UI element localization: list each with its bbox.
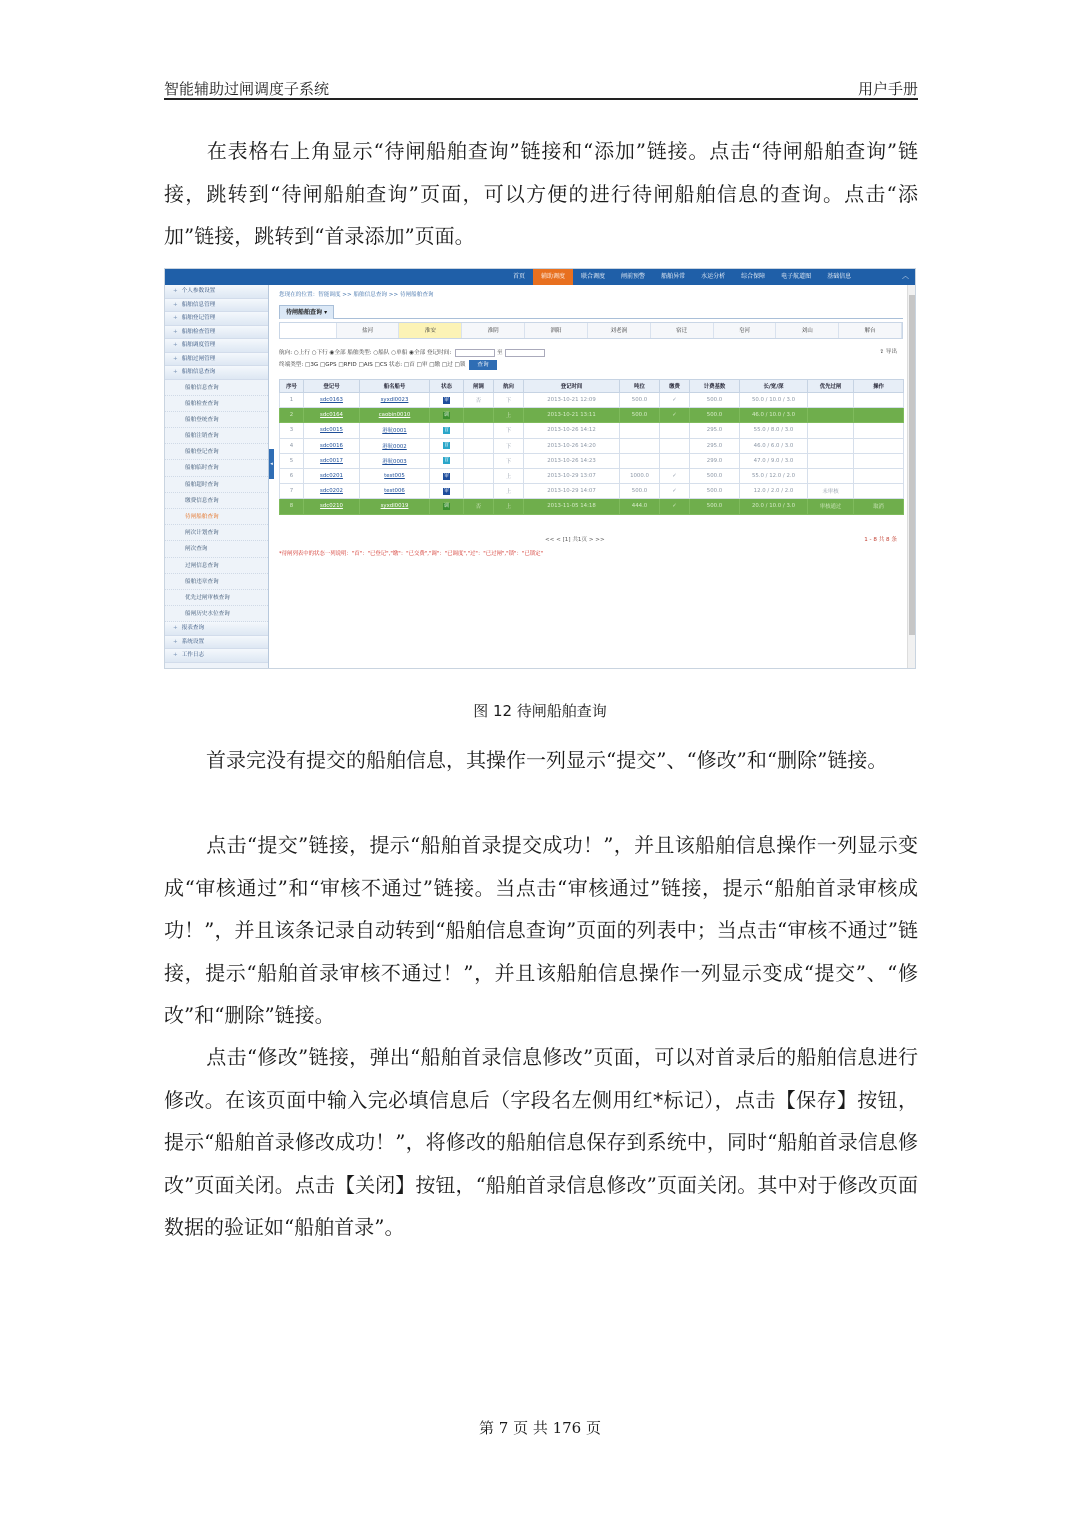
cell-name[interactable]: 港航0002 [360,438,430,453]
status-badge: 审 [443,396,449,403]
cell-time: 2013-10-26 14:20 [524,438,620,453]
sidebar-group[interactable]: + 船舶信息管理 [165,299,268,313]
column-header: 操作 [854,380,904,393]
sidebar-item[interactable]: 船舶超时查询 [165,477,268,493]
direction-option[interactable]: 泗阳 [525,323,588,338]
cell-ton: 500.0 [620,408,660,423]
column-header: 登记时间 [524,380,620,393]
sidebar-group[interactable]: + 个人参数设置 [165,285,268,299]
sidebar-item[interactable]: 船舶注销查询 [165,428,268,444]
table-row[interactable] [280,423,904,438]
direction-option[interactable]: 淮阴 [462,323,525,338]
cell-gate: 否 [464,499,494,514]
figure-screenshot [164,268,916,669]
filter-row-1: 航向: ○上行 ○下行 ◉全部 船舶类型: ○船队 ○单船 ◉全部 登记时间: [279,350,452,356]
sidebar-group[interactable]: + 船舶过闸管理 [165,353,268,367]
date-to-input[interactable] [505,349,545,357]
sidebar-item[interactable]: 船舶登统查询 [165,412,268,428]
cell-prio: 审核通过 [808,499,854,514]
cell-gate [464,423,494,438]
cell-ton: 1000.0 [620,468,660,483]
cell-reg[interactable]: sdc0163 [304,393,360,408]
direction-option[interactable]: 刘山 [776,323,839,338]
column-header: 航向 [494,380,524,393]
cell-ton: 500.0 [620,393,660,408]
nav-tab[interactable]: 水运分析 [701,273,726,280]
page-footer: 第 7 页 共 176 页 [478,1419,601,1437]
pagination[interactable]: << < [1] 共1页 > >> [545,537,605,543]
top-navigation [165,269,916,285]
date-from-input[interactable] [455,349,495,357]
cell-reg[interactable]: sdc0201 [304,468,360,483]
tab-waiting-ships[interactable]: 待闸船舶查询 ▾ [279,305,334,319]
tab-bar [279,305,903,319]
nav-tab[interactable]: 基础信息 [827,273,852,280]
paragraph-3: 点击“修改”链接，弹出“船舶首录信息修改”页面，可以对首录后的船舶信息进行修改。在该页面中输入完必填信息后（字段名左侧用红*标记），点击【保存】按钮，提示“船舶首录修改成功！”，将修改的船舶信息保存到系统中，同时“船舶首录信息修改”页面关闭。点击【关闭】按钮，“船舶首录信息修改”页面关闭。其中对于修改页面数据的验证如“船舶首录”。 [164,1045,918,1239]
cell-dir: 上 [494,468,524,483]
cell-base: 500.0 [690,499,740,514]
cell-gate [464,484,494,499]
cell-no: 8 [280,499,304,514]
sidebar-group[interactable]: + 船舶调度管理 [165,339,268,353]
sidebar-item[interactable]: 闸次计划查询 [165,525,268,541]
cell-no: 3 [280,423,304,438]
status-badge: 首 [443,442,449,449]
sidebar-group[interactable]: + 船舶检查管理 [165,326,268,340]
cell-prio [808,468,854,483]
column-header: 长/宽/深 [740,380,808,393]
waiting-ships-table [279,379,904,515]
cell-reg[interactable]: sdc0202 [304,484,360,499]
direction-filter-bar [279,322,903,339]
cell-status [430,438,464,453]
cell-dims: 46.0 / 6.0 / 3.0 [740,438,808,453]
cell-time: 2013-10-26 14:23 [524,453,620,468]
sidebar-item[interactable]: 船舶违章查询 [165,574,268,590]
direction-option[interactable]: 皂河 [714,323,777,338]
cell-gate [464,453,494,468]
export-link[interactable]: ⇪ 导出 [879,349,897,355]
table-row[interactable] [280,484,904,499]
sidebar-group[interactable]: + 船舶信息查询 [165,366,268,380]
cell-op [854,408,904,423]
column-header: 状态 [430,380,464,393]
sidebar-group[interactable]: + 工作日志 [165,649,268,663]
column-header: 船名船号 [360,380,430,393]
cell-name[interactable]: 港航0003 [360,453,430,468]
vertical-scrollbar[interactable] [907,285,915,669]
cell-status [430,393,464,408]
cell-dims: 46.0 / 10.0 / 3.0 [740,408,808,423]
collapse-icon[interactable]: ︿ [902,272,909,280]
cell-paid: ✓ [660,499,690,514]
cell-gate: 否 [464,393,494,408]
sidebar [165,285,269,669]
cell-base: 500.0 [690,484,740,499]
nav-tab[interactable]: 首页 [513,273,526,280]
cell-base: 299.0 [690,453,740,468]
cell-time: 2013-10-21 12:09 [524,393,620,408]
status-badge: 调 [443,502,449,509]
cell-ton [620,438,660,453]
sidebar-item[interactable]: 优先过闸审核查询 [165,590,268,606]
cell-paid: ✓ [660,393,690,408]
direction-option[interactable]: 盐河 [337,323,400,338]
cell-gate [464,468,494,483]
cell-base: 295.0 [690,438,740,453]
cell-dir: 下 [494,423,524,438]
status-badge: 审 [443,487,449,494]
date-to-label: 至 [497,350,503,356]
cell-no: 1 [280,393,304,408]
cell-gate [464,408,494,423]
nav-tab[interactable]: 联合调度 [581,273,606,280]
direction-option[interactable]: 淮安 [399,323,462,338]
nav-tab[interactable]: 船舶异常 [661,273,686,280]
cell-status [430,423,464,438]
cell-ton [620,423,660,438]
filter-panel [279,347,903,371]
cell-op [854,423,904,438]
cell-paid: ✓ [660,408,690,423]
cell-name[interactable]: syxdl0023 [360,393,430,408]
table-row[interactable] [280,453,904,468]
cell-dims: 20.0 / 10.0 / 3.0 [740,499,808,514]
status-legend-note: *待闸列表中的状态一列说明："首"："已登记","缴"："已交费","调"："已调度","过"："已过闸","锁"："已锁定" [279,551,543,557]
cell-paid [660,453,690,468]
cell-dims: 55.0 / 12.0 / 2.0 [740,468,808,483]
table-row[interactable] [280,468,904,483]
cell-reg[interactable]: sdc0164 [304,408,360,423]
column-header: 计费基数 [690,380,740,393]
cell-dims: 50.0 / 10.0 / 3.0 [740,393,808,408]
cell-time: 2013-11-05 14:18 [524,499,620,514]
direction-option[interactable] [280,323,337,338]
cell-op [854,393,904,408]
sidebar-item[interactable]: 船闸历史水位查询 [165,606,268,622]
cell-dims: 55.0 / 8.0 / 3.0 [740,423,808,438]
sidebar-item[interactable]: 船舶登记查询 [165,444,268,460]
sidebar-toggle[interactable]: ◂ [269,449,274,479]
filter-row-2: 终端类型: □3G □GPS □RFID □AIS □CS 状态: □首 □审 □缴 □过 □锁 [279,362,466,368]
cell-time: 2013-10-26 14:12 [524,423,620,438]
cell-status [430,499,464,514]
cell-no: 2 [280,408,304,423]
column-header: 吨位 [620,380,660,393]
cell-dir: 上 [494,499,524,514]
cell-base: 500.0 [690,468,740,483]
cell-ton: 500.0 [620,484,660,499]
record-count: 1 - 8 共 8 条 [864,537,897,543]
query-button[interactable]: 查询 [469,360,496,370]
cell-time: 2013-10-21 13:11 [524,408,620,423]
cell-time: 2013-10-29 14:07 [524,484,620,499]
table-row[interactable] [280,499,904,514]
cell-reg[interactable]: sdc0210 [304,499,360,514]
column-header: 序号 [280,380,304,393]
cell-prio [808,453,854,468]
cell-status [430,408,464,423]
cell-time: 2013-10-29 13:07 [524,468,620,483]
status-badge: 审 [443,472,449,479]
page-header [164,76,918,100]
cell-prio [808,393,854,408]
sidebar-item[interactable]: 过闸信息查询 [165,558,268,574]
direction-option[interactable]: 宿迁 [651,323,714,338]
cell-paid [660,423,690,438]
cell-dir: 下 [494,453,524,468]
figure-caption: 图 12 待闸船舶查询 [473,702,607,720]
cell-paid [660,438,690,453]
cell-dir: 下 [494,438,524,453]
status-badge: 调 [443,411,449,418]
sidebar-item[interactable]: 船舶信息查询 [165,380,268,396]
nav-tab[interactable]: 辅助调度 [533,269,573,285]
sidebar-item[interactable]: 船舶临时查询 [165,460,268,476]
direction-option[interactable]: 解台 [839,323,902,338]
cell-op [854,438,904,453]
cell-no: 5 [280,453,304,468]
column-header: 缴费 [660,380,690,393]
intro-paragraph: 在表格右上角显示“待闸船舶查询”链接和“添加”链接。点击“待闸船舶查询”链接，跳转到“待闸船舶查询”页面，可以方便的进行待闸船舶信息的查询。点击“添加”链接，跳转到“首录添加”页面。 [164,139,918,248]
nav-tab[interactable]: 电子航道图 [781,273,812,280]
cell-name[interactable]: test005 [360,468,430,483]
sidebar-item[interactable]: 闸次查询 [165,541,268,557]
main-panel [275,285,907,669]
status-badge: 首 [443,426,449,433]
breadcrumb: 您现在的位置：智能调度 >> 船舶信息查询 >> 待闸船舶查询 [279,292,434,298]
sidebar-group[interactable]: + 报表查询 [165,622,268,636]
table-row[interactable] [280,393,904,408]
column-header: 优先过闸 [808,380,854,393]
column-header: 登记号 [304,380,360,393]
cell-base: 500.0 [690,408,740,423]
cell-dir: 上 [494,484,524,499]
cell-dims: 47.0 / 9.0 / 3.0 [740,453,808,468]
nav-tab[interactable]: 综合保障 [741,273,766,280]
cell-op: 取消 [854,499,904,514]
cell-base: 500.0 [690,393,740,408]
cell-prio [808,408,854,423]
sidebar-group[interactable]: + 船舶登记管理 [165,312,268,326]
cell-status [430,484,464,499]
cell-prio: 未审核 [808,484,854,499]
cell-op [854,484,904,499]
cell-reg[interactable]: sdc0015 [304,423,360,438]
cell-base: 295.0 [690,423,740,438]
sidebar-item[interactable]: 待闸船舶查询 [165,509,268,525]
cell-name[interactable]: syxdl0019 [360,499,430,514]
cell-name[interactable]: test006 [360,484,430,499]
table-row[interactable] [280,438,904,453]
sidebar-item[interactable]: 船舶检查查询 [165,396,268,412]
cell-dir: 上 [494,408,524,423]
cell-prio [808,438,854,453]
cell-paid: ✓ [660,484,690,499]
sidebar-group[interactable]: + 系统设置 [165,636,268,650]
cell-status [430,453,464,468]
cell-ton: 444.0 [620,499,660,514]
cell-op [854,468,904,483]
cell-prio [808,423,854,438]
paragraph-2: 点击“提交”链接，提示“船舶首录提交成功！”，并且该船舶信息操作一列显示变成“审核通过”和“审核不通过”链接。当点击“审核通过”链接，提示“船舶首录审核成功！”，并且该条记录自动转到“船舶信息查询”页面的列表中；当点击“审核不通过”链接，提示“船舶首录审核不通过！”，并且该船舶信息操作一列显示变成“提交”、“修改”和“删除”链接。 [164,833,918,1027]
sidebar-item[interactable]: 缴费信息查询 [165,493,268,509]
paragraph-1: 首录完没有提交的船舶信息，其操作一列显示“提交”、“修改”和“删除”链接。 [206,748,888,772]
nav-tab[interactable]: 闸前预警 [621,273,646,280]
cell-reg[interactable]: sdc0016 [304,438,360,453]
cell-dims: 12.0 / 2.0 / 2.0 [740,484,808,499]
cell-dir: 下 [494,393,524,408]
cell-ton [620,453,660,468]
cell-no: 6 [280,468,304,483]
table-row[interactable] [280,408,904,423]
cell-name[interactable]: 港航0001 [360,423,430,438]
direction-option[interactable]: 刘老涧 [588,323,651,338]
status-badge: 首 [443,457,449,464]
cell-name[interactable]: caobin0010 [360,408,430,423]
cell-status [430,468,464,483]
cell-paid: ✓ [660,468,690,483]
cell-gate [464,438,494,453]
document-type: 用户手册 [857,80,918,98]
column-header: 闸调 [464,380,494,393]
cell-op [854,453,904,468]
cell-reg[interactable]: sdc0017 [304,453,360,468]
cell-no: 7 [280,484,304,499]
document-title: 智能辅助过闸调度子系统 [164,80,330,98]
cell-no: 4 [280,438,304,453]
